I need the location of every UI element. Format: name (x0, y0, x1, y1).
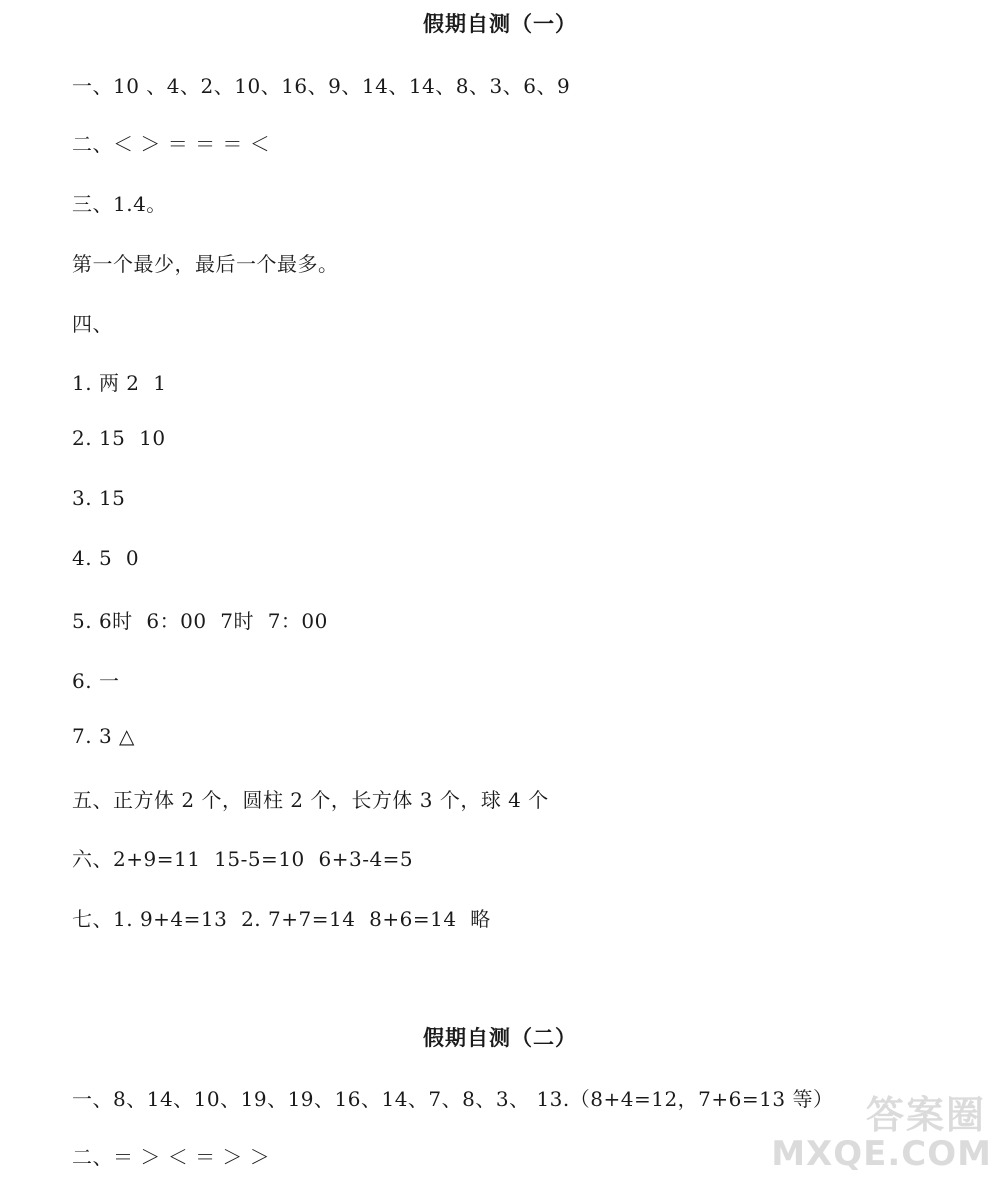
answer-line: 七、1. 9+4=13 2. 7+7=14 8+6=14 略 (72, 907, 491, 931)
answer-line: 二、＝ ＞ ＜ ＝ ＞ ＞ (72, 1145, 271, 1169)
answer-line: 四、 (72, 312, 113, 336)
answer-line: 1. 两 2 1 (72, 371, 167, 395)
answer-line: 五、正方体 2 个，圆柱 2 个，长方体 3 个，球 4 个 (72, 788, 549, 812)
section1-title: 假期自测（一） (423, 11, 577, 36)
answer-line: 三、1.4。 (72, 192, 167, 216)
answer-line: 一、8、14、10、19、19、16、14、7、8、3、 13.（8+4=12，7+6=13 等） (72, 1087, 834, 1111)
answer-line: 六、2+9=11 15-5=10 6+3-4=5 (72, 847, 414, 871)
answer-line: 第一个最少，最后一个最多。 (72, 252, 339, 276)
answer-line: 7. 3 △ (72, 724, 135, 748)
section2-title: 假期自测（二） (423, 1025, 577, 1050)
answer-line: 3. 15 (72, 486, 126, 510)
answer-line: 2. 15 10 (72, 426, 166, 450)
watermark-url: MXQE.COM (771, 1134, 992, 1174)
answer-line: 6. 一 (72, 669, 120, 693)
answer-line: 4. 5 0 (72, 546, 140, 570)
answer-line: 5. 6时 6：00 7时 7：00 (72, 609, 328, 633)
site-watermark (771, 1084, 992, 1174)
answer-line: 一、10 、4、2、10、16、9、14、14、8、3、6、9 (72, 74, 571, 98)
watermark-logo-text: 答案圈 (865, 1093, 986, 1137)
answer-line: 二、＜ ＞ ＝ ＝ ＝ ＜ (72, 132, 271, 156)
